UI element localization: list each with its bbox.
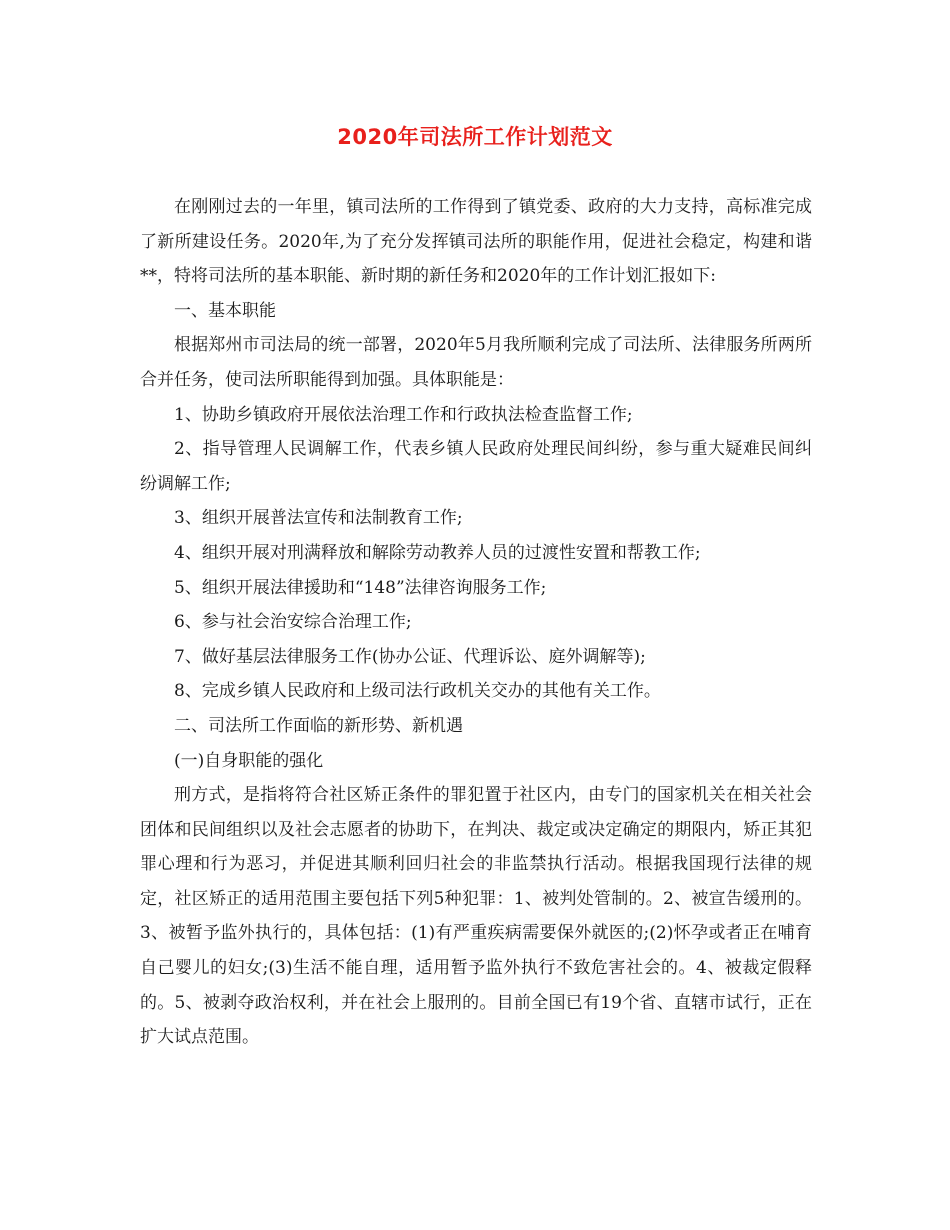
list-item-function-4: 4、组织开展对刑满释放和解除劳动教养人员的过渡性安置和帮教工作; — [174, 542, 701, 563]
list-item-function-3: 3、组织开展普法宣传和法制教育工作; — [174, 508, 463, 529]
section-heading-new-situation: 二、司法所工作面临的新形势、新机遇 — [174, 715, 463, 736]
list-item-function-5: 5、组织开展法律援助和“148”法律咨询服务工作; — [174, 577, 547, 598]
paragraph-merger: 根据郑州市司法局的统一部署，2020年5月我所顺利完成了司法所、法律服务所两所合并任务，使司法所职能得到加强。具体职能是： — [140, 335, 812, 390]
list-item-function-1: 1、协助乡镇政府开展依法治理工作和行政执法检查监督工作; — [174, 404, 633, 425]
paragraph-community-correction: 刑方式，是指将符合社区矫正条件的罪犯置于社区内，由专门的国家机关在相关社会团体和民间组织以及社会志愿者的协助下，在判决、裁定或决定确定的期限内，矫正其犯罪心理和行为恶习，并促进其顺利回归社会的非监禁执行活动。根据我国现行法律的规定，社区矫正的适用范围主要包括下列5种犯罪：1、被判处管制的。2、被宣告缓刑的。3、被暂予监外执行的，具体包括：(1)有严重疾病需要保外就医的;(2)怀孕或者正在哺育自己婴儿的妇女;(3)生活不能自理，适用暂予监外执行不致危害社会的。4、被裁定假释的。5、被剥夺政治权利，并在社会上服刑的。目前全国已有19个省、直辖市试行，正在扩大试点范围。 — [140, 785, 812, 1048]
list-item-function-2: 2、指导管理人民调解工作，代表乡镇人民政府处理民间纠纷，参与重大疑难民间纠纷调解工作; — [140, 439, 812, 494]
list-item-function-7: 7、做好基层法律服务工作(协办公证、代理诉讼、庭外调解等); — [174, 646, 646, 667]
list-item-function-8: 8、完成乡镇人民政府和上级司法行政机关交办的其他有关工作。 — [174, 681, 661, 702]
list-item-function-6: 6、参与社会治安综合治理工作; — [174, 612, 412, 633]
subsection-heading-function-strengthening: (一)自身职能的强化 — [174, 750, 324, 771]
document-title: 2020年司法所工作计划范文 — [337, 125, 613, 149]
paragraph-intro: 在刚刚过去的一年里，镇司法所的工作得到了镇党委、政府的大力支持，高标准完成了新所建设任务。2020年,为了充分发挥镇司法所的职能作用，促进社会稳定，构建和谐**，特将司法所的基本职能、新时期的新任务和2020年的工作计划汇报如下: — [140, 197, 812, 287]
document-body — [140, 190, 812, 1055]
section-heading-basic-functions: 一、基本职能 — [174, 300, 276, 321]
